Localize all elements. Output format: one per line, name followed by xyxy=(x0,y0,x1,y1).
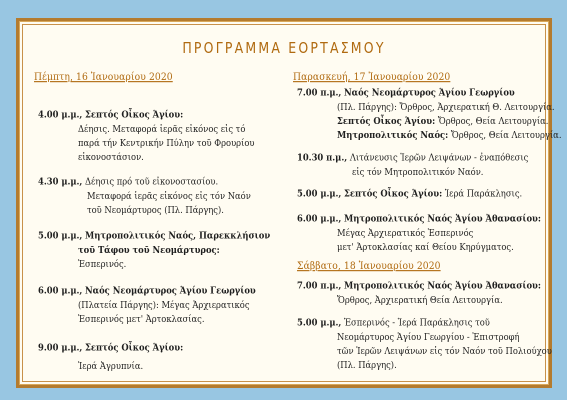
day-heading-friday: Παρασκευή, 17 Ἰανουαρίου 2020 xyxy=(293,71,451,84)
event-item: 7.00 π.μ., Ναός Νεομάρτυρος Ἁγίου Γεωργίου (Πλ. Πάργης): Ὄρθρος, Ἀρχιερατική Θ. Λειτουργία. Σεπτός Οἶκος Ἁγίου: Ὄρθρος, Θεία Λειτουργία. Μητροπολιτικός Ναός: Ὄρθρος, Θεία Λειτουργία. xyxy=(297,87,562,141)
day-heading-thursday: Πέμπτη, 16 Ἰανουαρίου 2020 xyxy=(34,71,173,84)
day-heading-saturday: Σάββατο, 18 Ἰανουαρίου 2020 xyxy=(297,260,441,273)
event-item: 5.00 μ.μ., Σεπτός Οἶκος Ἁγίου: Ἱερά Παράκλησις. xyxy=(297,188,523,199)
event-item: 4.30 μ.μ., Δέησις πρό τοῦ εἰκονοστασίου. Μεταφορά ἱερᾶς εἰκόνος εἰς τόν Ναόν τοῦ Νεομάρτυρος (Πλ. Πάργης). xyxy=(38,176,251,216)
document-frame xyxy=(16,18,562,388)
event-item: 10.30 π.μ., Λιτάνευσις Ἱερῶν Λειψάνων - ἐναπόθεσις εἰς τόν Μητροπολιτικόν Ναόν. xyxy=(297,152,529,178)
event-item: 5.00 μ.μ., Μητροπολιτικός Ναός, Παρεκκλήσιον τοῦ Τάφου τοῦ Νεομάρτυρος: Ἑσπερινός. xyxy=(38,230,271,270)
document-page xyxy=(19,21,562,385)
event-item: 6.00 μ.μ., Ναός Νεομάρτυρος Ἁγίου Γεωργίου (Πλατεία Πάργης): Μέγας Ἀρχιερατικός Ἑσπερινός μετ' Ἀρτοκλασίας. xyxy=(38,285,256,325)
event-item: 6.00 μ.μ., Μητροπολιτικός Ναός Ἁγίου Ἀθανασίου: Μέγας Ἀρχιερατικός Ἑσπερινός μετ' Ἀρτοκλασίας καί Θείου Κηρύγματος. xyxy=(297,213,541,253)
event-item: 9.00 μ.μ., Σεπτός Οἶκος Ἁγίου: Ἱερά Ἀγρυπνία. xyxy=(38,342,184,372)
right-column xyxy=(293,71,562,371)
left-column xyxy=(26,71,281,372)
event-item: 4.00 μ.μ., Σεπτός Οἶκος Ἁγίου: Δέησις. Μεταφορά ἱερᾶς εἰκόνος εἰς τό παρά τήν Κεντρικήν Πύλην τοῦ Φρουρίου εἰκονοστάσιον. xyxy=(38,109,255,163)
event-item: 7.00 π.μ., Μητροπολιτικός Ναός Ἁγίου Ἀθανασίου: Ὄρθρος, Ἀρχιερατική Θεία Λειτουργία. xyxy=(297,280,541,306)
event-item: 5.00 μ.μ., Ἑσπερινός - Ἱερά Παράκλησις τοῦ Νεομάρτυρος Ἁγίου Γεωργίου - Ἐπιστροφή τῶν Ἱερῶν Λειψάνων εἰς τόν Ναόν τοῦ Πολιούχου (Πλ. Πάργης). xyxy=(297,317,552,371)
page-title: ΠΡΟΓΡΑΜΜΑ ΕΟΡΤΑΣΜΟΥ xyxy=(182,38,386,57)
